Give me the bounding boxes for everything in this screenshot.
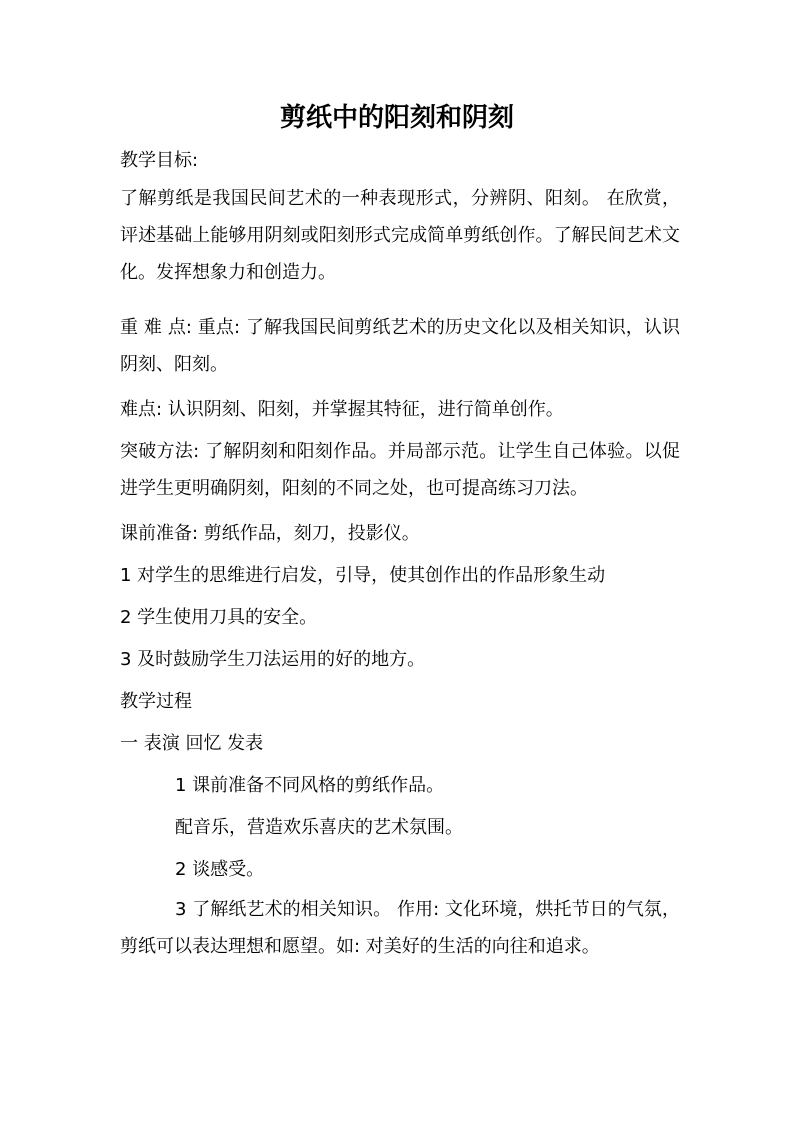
keypoints-text: 重 难 点: 重点: 了解我国民间剪纸艺术的历史文化以及相关知识，认识阴刻、阳刻。	[120, 317, 680, 375]
prep-text: 课前准备: 剪纸作品，刻刀，投影仪。	[120, 523, 420, 544]
section1-item: 2 谈感受。	[175, 859, 265, 880]
section1-item: 配音乐，营造欢乐喜庆的艺术氛围。	[175, 817, 463, 838]
methods-text: 突破方法: 了解阴刻和阳刻作品。并局部示范。让学生自己体验。以促进学生更明确阴刻，阳刻的不同之处，也可提高练习刀法。	[120, 441, 680, 499]
note-item: 3 及时鼓励学生刀法运用的好的地方。	[120, 649, 426, 670]
section1-paragraph: 3 了解纸艺术的相关知识。 作用: 文化环境，烘托节日的气氛，剪纸可以表达理想和愿望。如: 对美好的生活的向往和追求。	[120, 899, 680, 957]
note-item: 2 学生使用刀具的安全。	[120, 607, 318, 628]
process-heading: 教学过程	[120, 691, 192, 712]
document-title: 剪纸中的阳刻和阴刻	[279, 103, 514, 133]
section1-heading: 一 表演 回忆 发表	[120, 733, 264, 754]
objectives-text: 了解剪纸是我国民间艺术的一种表现形式，分辨阴、阳刻。 在欣赏，评述基础上能够用阴刻或阳刻形式完成简单剪纸创作。了解民间艺术文化。发挥想象力和创造力。	[120, 188, 680, 283]
note-item: 1 对学生的思维进行启发，引导，使其创作出的作品形象生动	[120, 565, 606, 586]
objectives-heading: 教学目标:	[120, 150, 199, 171]
section1-item: 1 课前准备不同风格的剪纸作品。	[175, 775, 445, 796]
difficulty-text: 难点: 认识阴刻、阳刻，并掌握其特征，进行简单创作。	[120, 399, 564, 420]
